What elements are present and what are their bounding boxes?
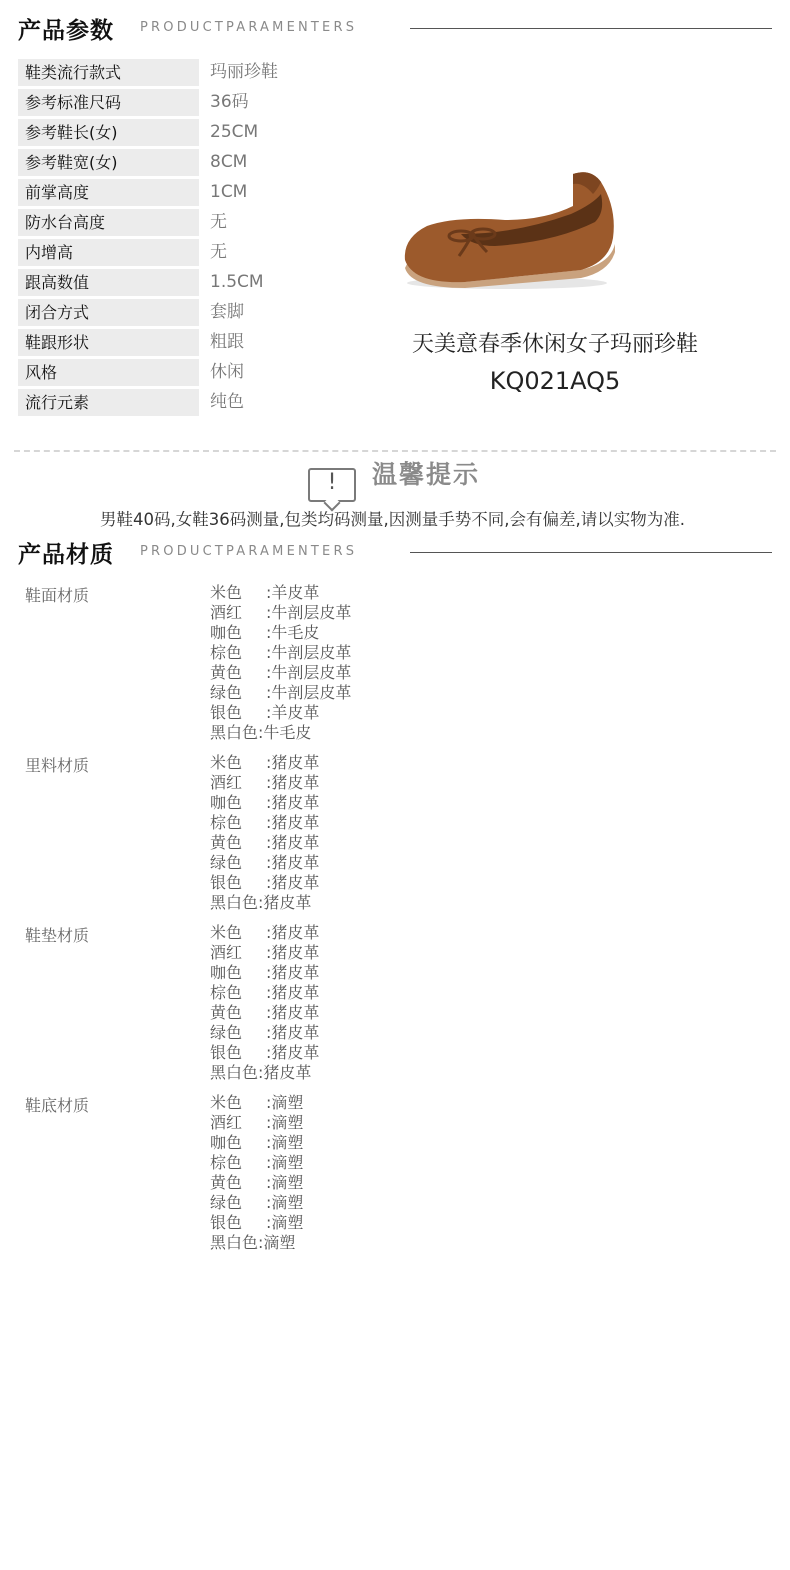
- param-row: [18, 209, 398, 239]
- material-item: [210, 1133, 303, 1153]
- material-color: 酒红: [210, 773, 243, 792]
- material-color: 米色: [210, 923, 243, 942]
- material-item: [210, 1023, 319, 1043]
- product-image: [395, 160, 625, 300]
- param-label: 参考标准尺码: [18, 89, 199, 116]
- material-color: 黑白色: [210, 723, 259, 742]
- material-item: [210, 1213, 303, 1233]
- param-value: 36码: [210, 92, 249, 112]
- material-item: [210, 1063, 319, 1083]
- material-item: [210, 683, 351, 703]
- material-color: 咖色: [210, 963, 243, 982]
- param-value: 无: [210, 242, 227, 262]
- param-row: [18, 119, 398, 149]
- material-separator: :: [266, 703, 272, 722]
- material-group-label: 里料材质: [25, 756, 90, 775]
- param-label: 参考鞋长(女): [18, 119, 199, 146]
- material-separator: :: [266, 643, 272, 662]
- param-label: 内增高: [18, 239, 199, 266]
- material-value: 滴塑: [271, 1093, 304, 1112]
- material-color: 黄色: [210, 1003, 243, 1022]
- material-item: [210, 923, 319, 943]
- material-separator: :: [266, 1153, 272, 1172]
- material-item: [210, 813, 319, 833]
- material-separator: :: [266, 1193, 272, 1212]
- material-value: 牛剖层皮革: [271, 683, 352, 702]
- material-separator: :: [266, 813, 272, 832]
- material-separator: :: [266, 623, 272, 642]
- param-row: [18, 299, 398, 329]
- material-value: 猪皮革: [271, 753, 320, 772]
- material-value: 羊皮革: [271, 583, 320, 602]
- param-value: 玛丽珍鞋: [210, 62, 278, 82]
- material-value: 猪皮革: [271, 813, 320, 832]
- material-separator: :: [266, 1093, 272, 1112]
- param-row: [18, 239, 398, 269]
- material-separator: :: [266, 603, 272, 622]
- material-color: 棕色: [210, 983, 243, 1002]
- material-item: [210, 753, 319, 773]
- material-value: 猪皮革: [263, 1063, 312, 1082]
- material-color: 棕色: [210, 643, 243, 662]
- param-label: 跟高数值: [18, 269, 199, 296]
- material-separator: :: [258, 1233, 264, 1252]
- material-group-label: 鞋底材质: [25, 1096, 90, 1115]
- material-value: 猪皮革: [271, 943, 320, 962]
- material-group-label: 鞋垫材质: [25, 926, 90, 945]
- material-value: 猪皮革: [271, 1003, 320, 1022]
- material-color: 黑白色: [210, 1233, 259, 1252]
- material-item: [210, 703, 351, 723]
- material-separator: :: [266, 1133, 272, 1152]
- param-value: 8CM: [210, 152, 248, 172]
- material-separator: :: [266, 1043, 272, 1062]
- material-items: [210, 753, 319, 913]
- material-separator: :: [266, 923, 272, 942]
- material-item: [210, 1113, 303, 1133]
- material-value: 猪皮革: [263, 893, 312, 912]
- material-item: [210, 983, 319, 1003]
- param-row: [18, 89, 398, 119]
- material-item: [210, 643, 351, 663]
- param-label: 防水台高度: [18, 209, 199, 236]
- params-section-divider: [410, 28, 772, 29]
- material-item: [210, 1043, 319, 1063]
- param-value: 1.5CM: [210, 272, 264, 292]
- materials-section-title: 产品材质: [18, 542, 114, 568]
- material-color: 绿色: [210, 853, 243, 872]
- material-value: 羊皮革: [271, 703, 320, 722]
- shoe-icon: [395, 160, 625, 300]
- material-color: 黄色: [210, 1173, 243, 1192]
- param-value: 无: [210, 212, 227, 232]
- param-value: 套脚: [210, 302, 244, 322]
- material-value: 猪皮革: [271, 873, 320, 892]
- material-value: 猪皮革: [271, 923, 320, 942]
- params-section-header: [0, 6, 790, 46]
- param-label: 参考鞋宽(女): [18, 149, 199, 176]
- material-color: 棕色: [210, 813, 243, 832]
- material-value: 滴塑: [271, 1213, 304, 1232]
- param-row: [18, 179, 398, 209]
- param-value: 粗跟: [210, 332, 244, 352]
- material-value: 猪皮革: [271, 833, 320, 852]
- params-table: [18, 59, 398, 419]
- param-label: 风格: [18, 359, 199, 386]
- material-group-label: 鞋面材质: [25, 586, 90, 605]
- material-separator: :: [266, 1213, 272, 1232]
- material-item: [210, 943, 319, 963]
- param-value: 1CM: [210, 182, 248, 202]
- material-color: 米色: [210, 753, 243, 772]
- param-value: 纯色: [210, 392, 244, 412]
- material-separator: :: [266, 943, 272, 962]
- material-color: 银色: [210, 873, 243, 892]
- materials-section-subtitle: PRODUCTPARAMENTERS: [140, 544, 358, 559]
- material-separator: :: [266, 873, 272, 892]
- param-value: 25CM: [210, 122, 259, 142]
- material-item: [210, 1193, 303, 1213]
- material-items: [210, 583, 351, 743]
- material-value: 滴塑: [271, 1153, 304, 1172]
- params-section-title: 产品参数: [18, 18, 114, 44]
- material-value: 猪皮革: [271, 1023, 320, 1042]
- material-item: [210, 833, 319, 853]
- material-value: 牛剖层皮革: [271, 603, 352, 622]
- material-item: [210, 873, 319, 893]
- material-item: [210, 623, 351, 643]
- material-items: [210, 923, 319, 1083]
- material-item: [210, 1153, 303, 1173]
- material-color: 银色: [210, 1043, 243, 1062]
- material-item: [210, 1173, 303, 1193]
- material-value: 滴塑: [271, 1173, 304, 1192]
- param-row: [18, 59, 398, 89]
- material-separator: :: [266, 1003, 272, 1022]
- material-color: 绿色: [210, 1023, 243, 1042]
- material-value: 猪皮革: [271, 963, 320, 982]
- material-color: 绿色: [210, 683, 243, 702]
- material-color: 黑白色: [210, 1063, 259, 1082]
- material-color: 银色: [210, 703, 243, 722]
- material-item: [210, 723, 351, 743]
- material-value: 滴塑: [271, 1133, 304, 1152]
- param-row: [18, 329, 398, 359]
- material-separator: :: [258, 1063, 264, 1082]
- param-label: 闭合方式: [18, 299, 199, 326]
- material-color: 酒红: [210, 1113, 243, 1132]
- tip-title: 温馨提示: [372, 460, 481, 489]
- material-color: 酒红: [210, 943, 243, 962]
- material-item: [210, 793, 319, 813]
- material-color: 咖色: [210, 1133, 243, 1152]
- param-row: [18, 149, 398, 179]
- material-value: 牛毛皮: [263, 723, 312, 742]
- material-color: 黑白色: [210, 893, 259, 912]
- material-item: [210, 773, 319, 793]
- material-color: 黄色: [210, 833, 243, 852]
- material-value: 滴塑: [271, 1193, 304, 1212]
- product-name: 天美意春季休闲女子玛丽珍鞋: [411, 332, 698, 357]
- material-value: 牛剖层皮革: [271, 663, 352, 682]
- material-value: 猪皮革: [271, 793, 320, 812]
- param-label: 鞋跟形状: [18, 329, 199, 356]
- material-value: 猪皮革: [271, 773, 320, 792]
- material-separator: :: [266, 963, 272, 982]
- material-item: [210, 853, 319, 873]
- material-value: 牛剖层皮革: [271, 643, 352, 662]
- params-section-subtitle: PRODUCTPARAMENTERS: [140, 20, 358, 35]
- material-separator: :: [266, 833, 272, 852]
- tip-text: 男鞋40码,女鞋36码测量,包类均码测量,因测量手势不同,会有偏差,请以实物为准.: [100, 510, 685, 529]
- param-label: 流行元素: [18, 389, 199, 416]
- material-separator: :: [266, 663, 272, 682]
- material-separator: :: [266, 1173, 272, 1192]
- material-color: 绿色: [210, 1193, 243, 1212]
- param-value: 休闲: [210, 362, 244, 382]
- param-row: [18, 269, 398, 299]
- material-value: 滴塑: [271, 1113, 304, 1132]
- material-item: [210, 963, 319, 983]
- material-separator: :: [258, 893, 264, 912]
- material-value: 猪皮革: [271, 1043, 320, 1062]
- material-item: [210, 1003, 319, 1023]
- dashed-divider: [14, 450, 776, 452]
- material-color: 棕色: [210, 1153, 243, 1172]
- material-separator: :: [266, 853, 272, 872]
- material-item: [210, 663, 351, 683]
- material-separator: :: [266, 983, 272, 1002]
- material-value: 牛毛皮: [271, 623, 320, 642]
- material-value: 猪皮革: [271, 853, 320, 872]
- material-item: [210, 603, 351, 623]
- param-label: 鞋类流行款式: [18, 59, 199, 86]
- material-separator: :: [266, 683, 272, 702]
- material-separator: :: [258, 723, 264, 742]
- param-label: 前掌高度: [18, 179, 199, 206]
- material-separator: :: [266, 793, 272, 812]
- material-color: 黄色: [210, 663, 243, 682]
- material-color: 咖色: [210, 793, 243, 812]
- material-color: 米色: [210, 1093, 243, 1112]
- material-separator: :: [266, 773, 272, 792]
- param-row: [18, 359, 398, 389]
- material-value: 猪皮革: [271, 983, 320, 1002]
- material-item: [210, 1093, 303, 1113]
- material-separator: :: [266, 1023, 272, 1042]
- material-item: [210, 1233, 303, 1253]
- materials-section-divider: [410, 552, 772, 553]
- material-color: 酒红: [210, 603, 243, 622]
- material-color: 咖色: [210, 623, 243, 642]
- param-row: [18, 389, 398, 419]
- material-separator: :: [266, 1113, 272, 1132]
- material-separator: :: [266, 753, 272, 772]
- material-color: 银色: [210, 1213, 243, 1232]
- material-item: [210, 583, 351, 603]
- product-code: KQ021AQ5: [489, 367, 621, 395]
- material-items: [210, 1093, 303, 1253]
- material-color: 米色: [210, 583, 243, 602]
- material-separator: :: [266, 583, 272, 602]
- material-item: [210, 893, 319, 913]
- material-value: 滴塑: [263, 1233, 296, 1252]
- materials-section-header: [0, 530, 790, 570]
- exclamation-mark: !: [327, 470, 337, 495]
